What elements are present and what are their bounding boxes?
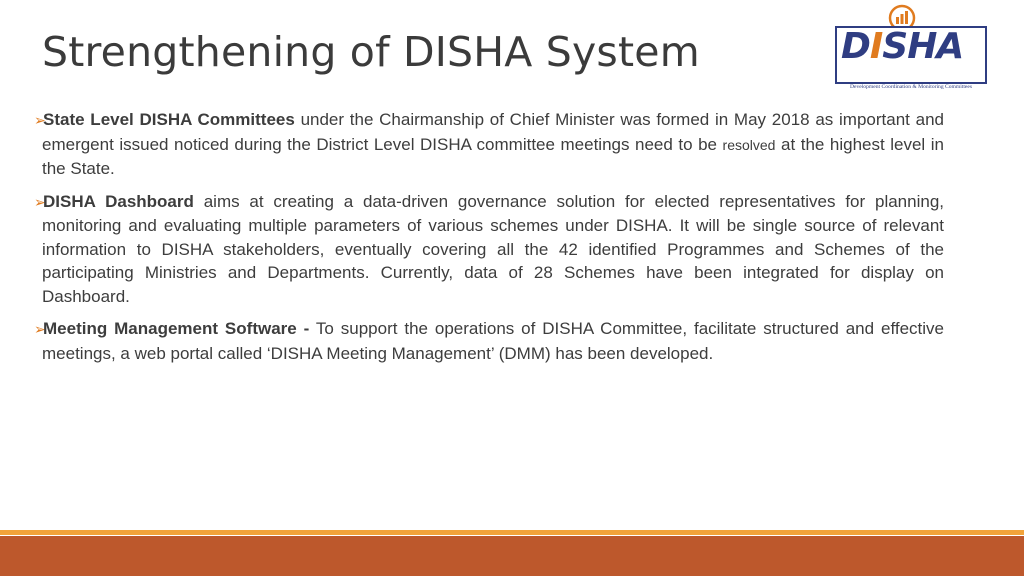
bullet-text: under the Chairmanship of Chief Minister was formed in May 2018 as important and emergent issued noticed during the District Level DISHA committee meetings need to be xyxy=(42,110,944,154)
arrow-bullet-icon: ➢ xyxy=(34,321,46,337)
logo-letters-sha: SHA xyxy=(882,26,964,67)
logo-letter-i: I xyxy=(869,26,883,67)
bullet-text: aims at creating a data-driven governance solution for elected representatives for planning, monitoring and evaluating multiple parameters of various schemes under DISHA. It will be single source of relevant information to DISHA stakeholders, eventually covering all the 42 identified Programmes and Schemes of the participating Ministries and Departments. Currently, data of 28 Schemes have been integrated for display on Dashboard. xyxy=(42,191,945,306)
slide-title: Strengthening of DISHA System xyxy=(42,28,700,76)
bullet-state-committees xyxy=(34,108,944,181)
bullet-small-word: resolved xyxy=(722,136,776,153)
logo-wordmark xyxy=(841,28,963,66)
bullet-lead: State Level DISHA Committees xyxy=(43,110,295,129)
bullet-list xyxy=(34,108,945,374)
bullet-meeting-software xyxy=(34,317,944,365)
bullet-text: To support the operations of DISHA Committee, facilitate structured and effective meetings, a web portal called ‘DISHA Meeting Management’ (DMM) has been developed. xyxy=(42,319,944,363)
arrow-bullet-icon: ➢ xyxy=(34,193,46,210)
arrow-bullet-icon: ➢ xyxy=(34,112,46,128)
disha-logo xyxy=(835,4,987,90)
bullet-tail: at the highest level in the State. xyxy=(42,134,944,178)
bullet-dashboard xyxy=(34,190,945,309)
footer-bar xyxy=(0,536,1024,576)
bullet-lead: DISHA Dashboard xyxy=(43,191,194,211)
footer-accent-line xyxy=(0,530,1024,535)
logo-subtitle: Development Coordination & Monitoring Committees xyxy=(849,84,973,90)
logo-letter-d: D xyxy=(841,26,870,67)
bullet-lead: Meeting Management Software - xyxy=(43,319,310,338)
